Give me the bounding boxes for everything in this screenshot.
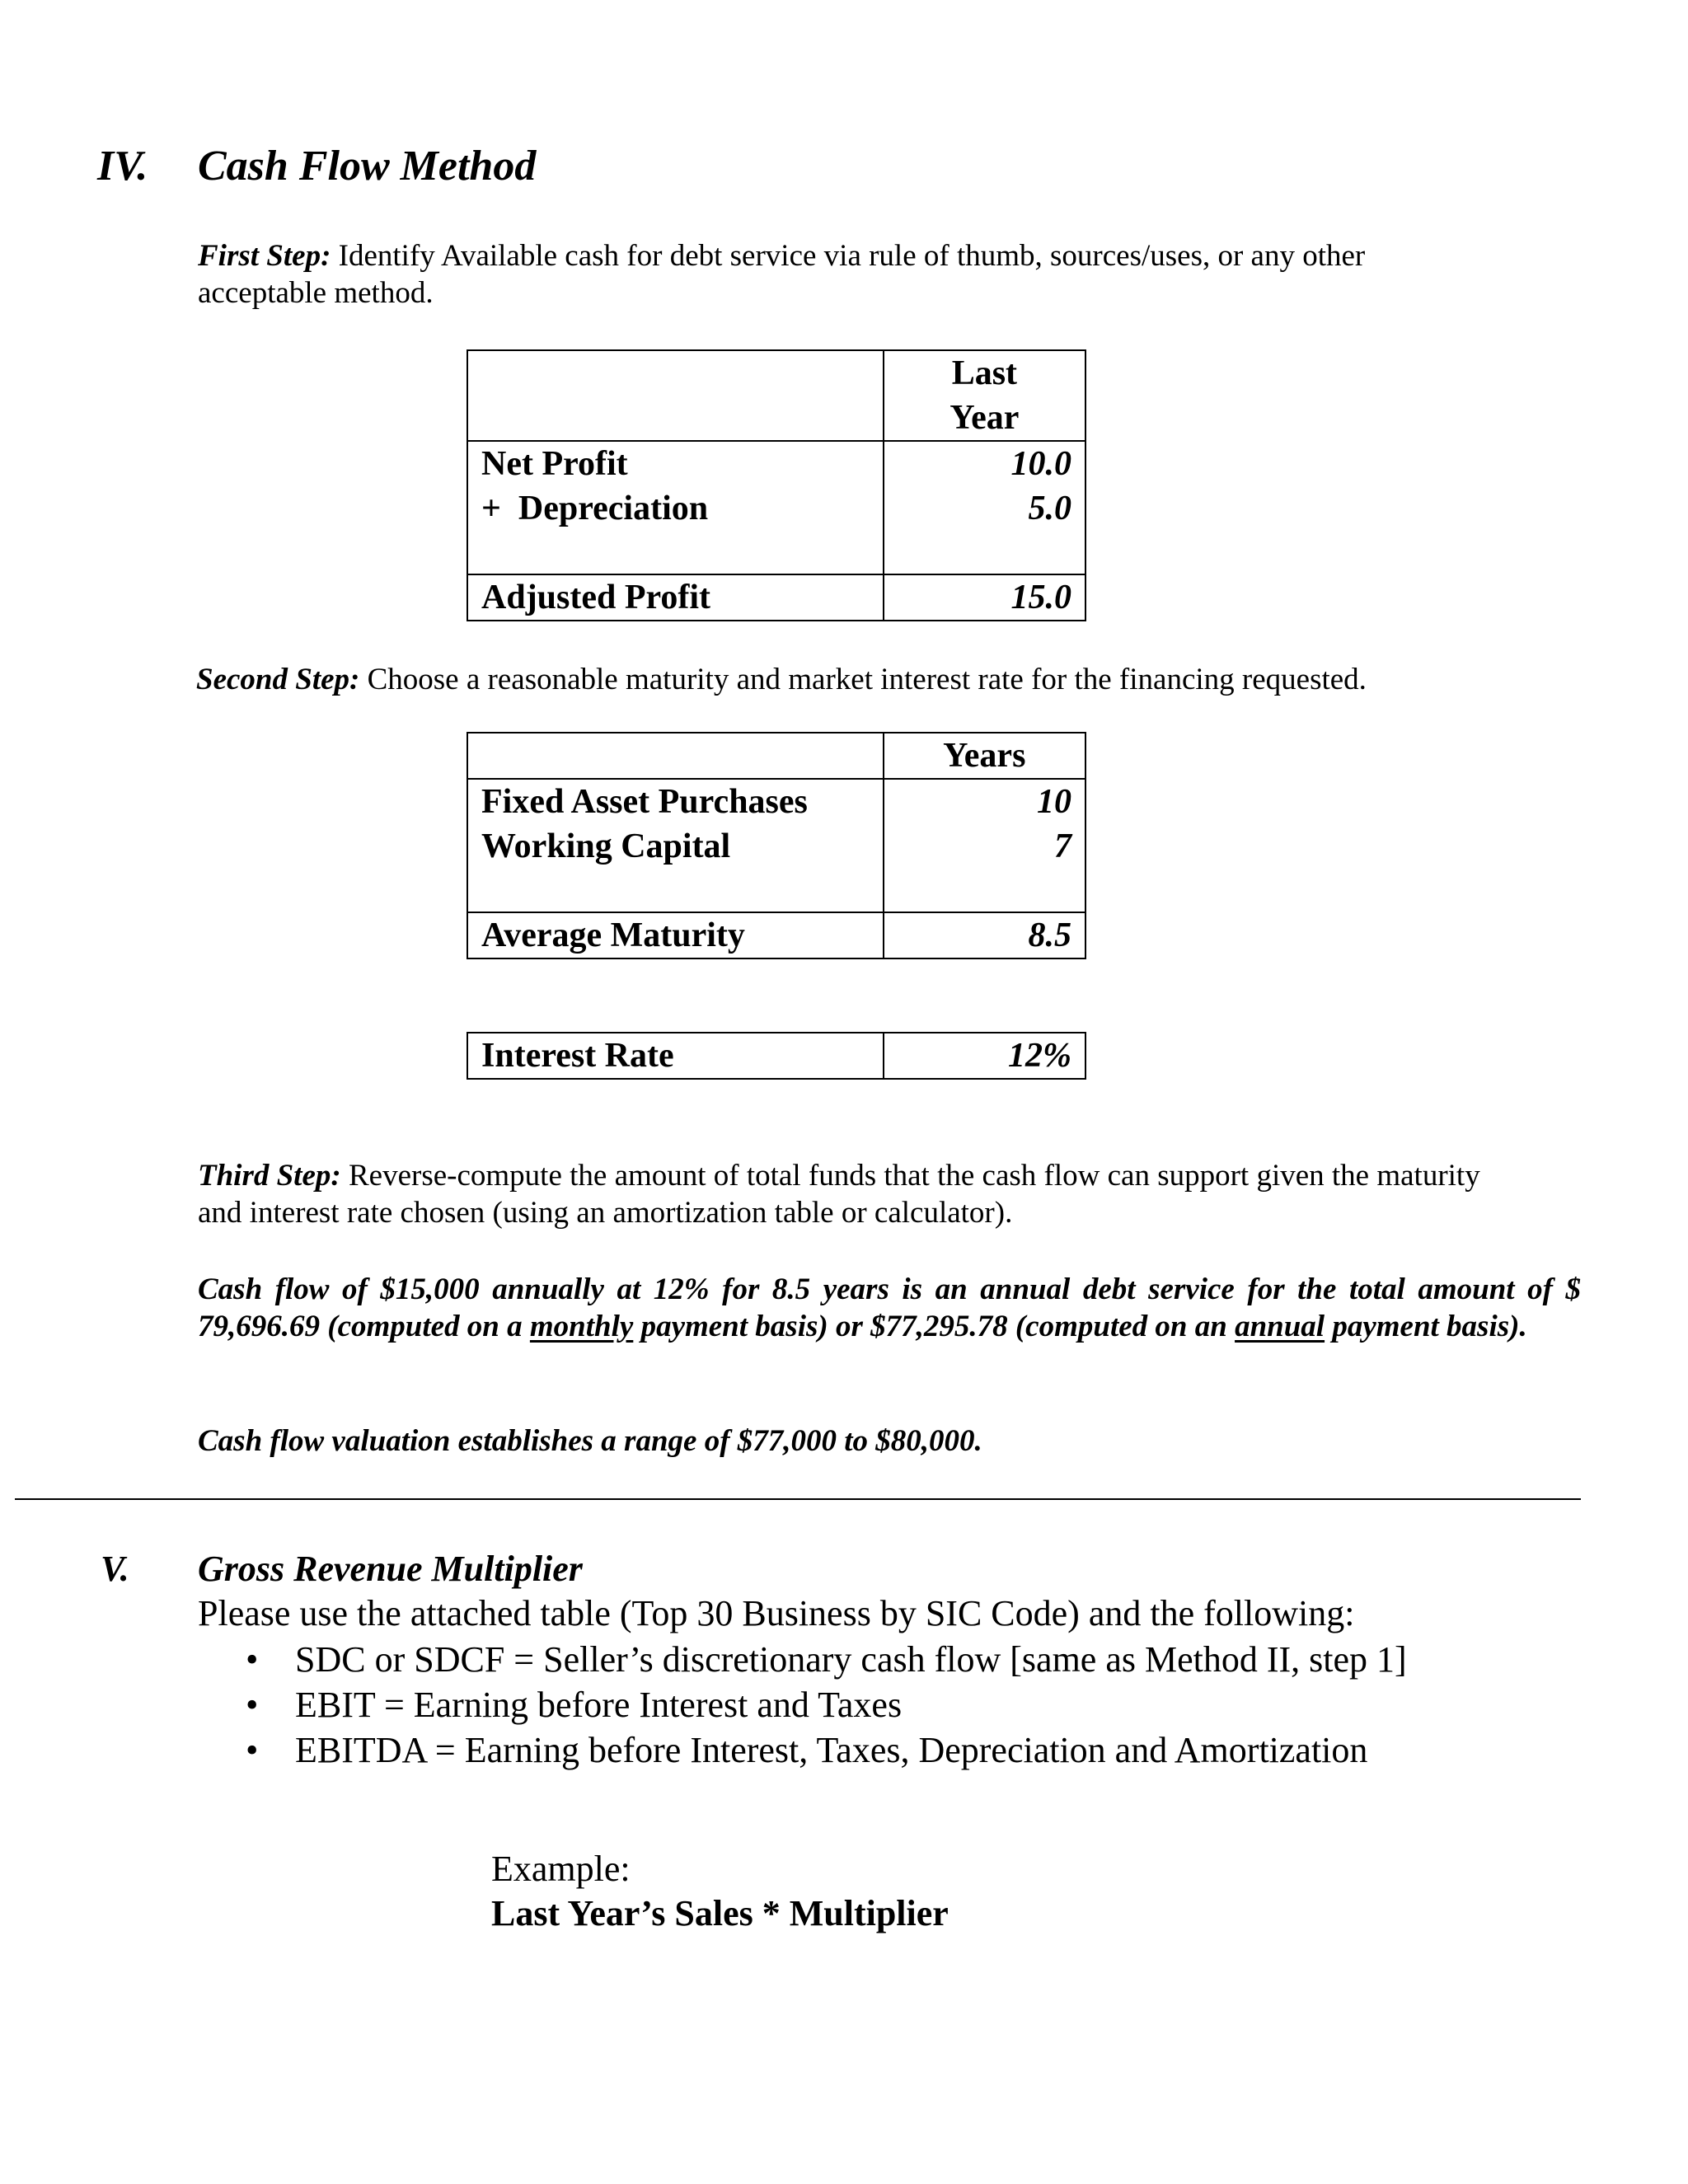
cash-flow-valuation-range: Cash flow valuation establishes a range of $77,000 to $80,000. [198, 1424, 982, 1458]
table2-row-fixed-assets-label: Fixed Asset Purchases [481, 783, 808, 821]
table2-labels [467, 779, 884, 912]
example-formula: Last Year’s Sales * Multiplier [491, 1893, 949, 1933]
bullet-ebit [198, 1682, 1582, 1727]
first-step-label: First Step: [198, 239, 331, 273]
section-v-number: V. [101, 1549, 129, 1589]
section-iv-number: IV. [97, 143, 148, 190]
interest-rate-label: Interest Rate [467, 1033, 884, 1079]
cash-flow-annual: annual [1235, 1310, 1325, 1343]
table2-row-working-capital-label: Working Capital [481, 827, 731, 865]
cash-flow-computation-paragraph [198, 1271, 1581, 1345]
table2-values [884, 779, 1085, 912]
table1-total-label: Adjusted Profit [467, 574, 884, 621]
third-step-label: Third Step: [198, 1159, 341, 1193]
table1-values [884, 441, 1085, 574]
section-v-title: Gross Revenue Multiplier [198, 1549, 583, 1589]
bullet-ebitda-text: EBITDA = Earning before Interest, Taxes, Depreciation and Amortization [295, 1730, 1368, 1770]
section-divider [15, 1498, 1581, 1500]
table1-header-line1: Last [951, 354, 1018, 392]
table2-total-value: 8.5 [884, 912, 1085, 958]
table1-total-value: 15.0 [884, 574, 1085, 621]
table1-row-net-profit-value: 10.0 [1010, 445, 1071, 483]
third-step-text: Reverse-compute the amount of total funds that the cash flow can support given the maturity and interest rate chosen (using an amortization table or calculator). [198, 1159, 1480, 1230]
table1-labels [467, 441, 884, 574]
bullet-ebit-text: EBIT = Earning before Interest and Taxes [295, 1685, 903, 1725]
section-v-intro: Please use the attached table (Top 30 Business by SIC Code) and the following: [198, 1593, 1355, 1633]
third-step-paragraph [198, 1157, 1500, 1231]
table2-total-label: Average Maturity [467, 912, 884, 958]
bullet-sdc [198, 1637, 1582, 1682]
bullet-dot-icon: • [246, 1685, 259, 1725]
table2-blank-header [467, 733, 884, 779]
cash-flow-part3: payment basis). [1325, 1310, 1527, 1343]
adjusted-profit-table [467, 349, 1086, 621]
first-step-text: Identify Available cash for debt service via rule of thumb, sources/uses, or any other acceptable method. [198, 239, 1366, 310]
table1-blank-header [467, 350, 884, 441]
section-iv-title: Cash Flow Method [198, 143, 537, 190]
second-step-paragraph [196, 661, 1548, 698]
table2-row-working-capital-value: 7 [1054, 827, 1071, 865]
cash-flow-part1: Cash flow of $15,000 annually at 12% for 8.5 years is an annual debt service for the total amount of $ 79,696.69 (computed on a [198, 1272, 1581, 1343]
table1-header-line2: Year [950, 399, 1020, 437]
table2-header: Years [884, 733, 1085, 779]
second-step-text: Choose a reasonable maturity and market interest rate for the financing requested. [359, 663, 1367, 696]
cash-flow-monthly: monthly [529, 1310, 634, 1343]
bullet-sdc-text: SDC or SDCF = Seller’s discretionary cash flow [same as Method II, step 1] [295, 1639, 1407, 1680]
table2-row-fixed-assets-value: 10 [1037, 783, 1071, 821]
table1-row-depreciation-label: + Depreciation [481, 490, 709, 527]
average-maturity-table [467, 732, 1086, 959]
cash-flow-part2: payment basis) or $77,295.78 (computed on an [633, 1310, 1236, 1343]
table1-row-depreciation-value: 5.0 [1028, 490, 1071, 527]
second-step-label: Second Step: [196, 663, 360, 696]
interest-rate-table [467, 1032, 1086, 1080]
example-label: Example: [491, 1849, 631, 1889]
bullet-dot-icon: • [246, 1730, 259, 1770]
interest-rate-value: 12% [884, 1033, 1085, 1079]
table1-header [884, 350, 1085, 441]
table1-row-net-profit-label: Net Profit [481, 445, 628, 483]
bullet-ebitda [198, 1727, 1582, 1773]
section-v-bullet-list [198, 1637, 1582, 1773]
bullet-dot-icon: • [246, 1639, 259, 1680]
first-step-paragraph [198, 237, 1500, 312]
